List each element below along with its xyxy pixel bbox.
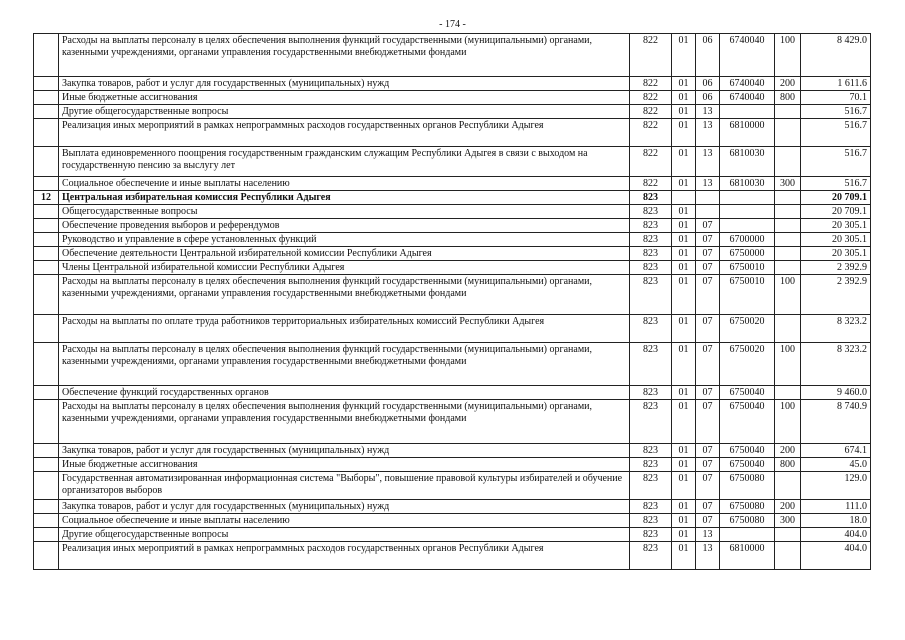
dept-code: 823	[630, 205, 672, 219]
amount: 45.0	[801, 458, 871, 472]
section-code: 01	[672, 472, 696, 500]
target-article-code: 6750010	[720, 275, 775, 315]
amount: 516.7	[801, 119, 871, 147]
amount: 8 429.0	[801, 34, 871, 77]
target-article-code: 6740040	[720, 91, 775, 105]
dept-code: 823	[630, 261, 672, 275]
item-name: Иные бюджетные ассигнования	[59, 91, 630, 105]
subsection-code: 13	[696, 119, 720, 147]
amount: 2 392.9	[801, 261, 871, 275]
target-article-code: 6750020	[720, 315, 775, 343]
row-number	[34, 205, 59, 219]
subsection-code: 06	[696, 91, 720, 105]
expense-type-code	[775, 247, 801, 261]
section-code: 01	[672, 261, 696, 275]
section-code: 01	[672, 77, 696, 91]
table-row	[34, 315, 871, 343]
subsection-code: 07	[696, 444, 720, 458]
item-name: Обеспечение деятельности Центральной избирательной комиссии Республики Адыгея	[59, 247, 630, 261]
amount: 20 305.1	[801, 233, 871, 247]
row-number	[34, 219, 59, 233]
item-name: Государственная автоматизированная информационная система "Выборы", повышение правовой культуры избирателей и обучение организаторов выборов	[59, 472, 630, 500]
row-number	[34, 386, 59, 400]
expense-type-code: 100	[775, 343, 801, 386]
target-article-code	[720, 205, 775, 219]
subsection-code: 07	[696, 458, 720, 472]
target-article-code: 6810000	[720, 542, 775, 570]
item-name: Центральная избирательная комиссия Республики Адыгея	[59, 191, 630, 205]
dept-code: 823	[630, 315, 672, 343]
item-name: Расходы на выплаты персоналу в целях обеспечения выполнения функций государственными (муниципальными) органами, казенными учреждениями, органами управления государственными внебюджетными фондами	[59, 275, 630, 315]
section-code: 01	[672, 514, 696, 528]
amount: 516.7	[801, 105, 871, 119]
amount: 20 709.1	[801, 191, 871, 205]
target-article-code: 6740040	[720, 77, 775, 91]
target-article-code: 6750040	[720, 400, 775, 444]
dept-code: 823	[630, 275, 672, 315]
dept-code: 823	[630, 444, 672, 458]
target-article-code: 6750080	[720, 514, 775, 528]
section-code: 01	[672, 147, 696, 177]
dept-code: 823	[630, 386, 672, 400]
dept-code: 823	[630, 191, 672, 205]
amount: 129.0	[801, 472, 871, 500]
item-name: Обеспечение функций государственных органов	[59, 386, 630, 400]
item-name: Социальное обеспечение и иные выплаты населению	[59, 514, 630, 528]
subsection-code: 06	[696, 34, 720, 77]
target-article-code	[720, 528, 775, 542]
amount: 516.7	[801, 177, 871, 191]
expense-type-code: 800	[775, 458, 801, 472]
subsection-code	[696, 205, 720, 219]
subsection-code: 07	[696, 275, 720, 315]
subsection-code	[696, 191, 720, 205]
table-row	[34, 528, 871, 542]
amount: 20 709.1	[801, 205, 871, 219]
section-code: 01	[672, 400, 696, 444]
table-row	[34, 205, 871, 219]
section-code: 01	[672, 500, 696, 514]
expense-type-code	[775, 261, 801, 275]
target-article-code	[720, 105, 775, 119]
dept-code: 823	[630, 247, 672, 261]
dept-code: 823	[630, 343, 672, 386]
row-number	[34, 77, 59, 91]
item-name: Другие общегосударственные вопросы	[59, 105, 630, 119]
dept-code: 822	[630, 34, 672, 77]
section-code: 01	[672, 233, 696, 247]
table-row	[34, 233, 871, 247]
section-code: 01	[672, 275, 696, 315]
row-number	[34, 500, 59, 514]
table-row	[34, 261, 871, 275]
item-name: Члены Центральной избирательной комиссии Республики Адыгея	[59, 261, 630, 275]
subsection-code: 07	[696, 500, 720, 514]
target-article-code: 6810030	[720, 147, 775, 177]
amount: 111.0	[801, 500, 871, 514]
expense-type-code	[775, 205, 801, 219]
row-number	[34, 177, 59, 191]
amount: 674.1	[801, 444, 871, 458]
subsection-code: 06	[696, 77, 720, 91]
expense-type-code	[775, 542, 801, 570]
table-row	[34, 444, 871, 458]
item-name: Обеспечение проведения выборов и референдумов	[59, 219, 630, 233]
row-number	[34, 261, 59, 275]
subsection-code: 07	[696, 514, 720, 528]
table-row	[34, 91, 871, 105]
expense-type-code: 300	[775, 177, 801, 191]
expense-type-code	[775, 315, 801, 343]
amount: 20 305.1	[801, 219, 871, 233]
subsection-code: 07	[696, 472, 720, 500]
item-name: Закупка товаров, работ и услуг для государственных (муниципальных) нужд	[59, 77, 630, 91]
target-article-code: 6750010	[720, 261, 775, 275]
section-code: 01	[672, 343, 696, 386]
section-code: 01	[672, 458, 696, 472]
expense-type-code: 100	[775, 275, 801, 315]
section-code: 01	[672, 219, 696, 233]
target-article-code: 6750040	[720, 458, 775, 472]
item-name: Закупка товаров, работ и услуг для государственных (муниципальных) нужд	[59, 500, 630, 514]
subsection-code: 07	[696, 400, 720, 444]
target-article-code: 6700000	[720, 233, 775, 247]
table-row	[34, 247, 871, 261]
subsection-code: 07	[696, 343, 720, 386]
subsection-code: 07	[696, 247, 720, 261]
table-row	[34, 458, 871, 472]
table-row	[34, 119, 871, 147]
target-article-code: 6750040	[720, 386, 775, 400]
subsection-code: 13	[696, 105, 720, 119]
section-code: 01	[672, 386, 696, 400]
section-code: 01	[672, 105, 696, 119]
section-code: 01	[672, 542, 696, 570]
table-row	[34, 386, 871, 400]
section-code: 01	[672, 444, 696, 458]
target-article-code: 6810030	[720, 177, 775, 191]
expense-type-code	[775, 219, 801, 233]
dept-code: 823	[630, 542, 672, 570]
dept-code: 822	[630, 77, 672, 91]
subsection-code: 13	[696, 528, 720, 542]
subsection-code: 07	[696, 219, 720, 233]
section-code: 01	[672, 205, 696, 219]
subsection-code: 13	[696, 147, 720, 177]
amount: 1 611.6	[801, 77, 871, 91]
row-number	[34, 275, 59, 315]
item-name: Руководство и управление в сфере установленных функций	[59, 233, 630, 247]
table-row	[34, 105, 871, 119]
amount: 516.7	[801, 147, 871, 177]
subsection-code: 13	[696, 177, 720, 191]
dept-code: 822	[630, 119, 672, 147]
dept-code: 823	[630, 500, 672, 514]
table-row	[34, 500, 871, 514]
row-number	[34, 315, 59, 343]
target-article-code: 6750000	[720, 247, 775, 261]
target-article-code: 6750040	[720, 444, 775, 458]
table-row	[34, 191, 871, 205]
expense-type-code	[775, 191, 801, 205]
section-code: 01	[672, 91, 696, 105]
item-name: Расходы на выплаты по оплате труда работников территориальных избирательных комиссий Республики Адыгея	[59, 315, 630, 343]
row-number	[34, 400, 59, 444]
target-article-code	[720, 219, 775, 233]
table-row	[34, 34, 871, 77]
target-article-code: 6750080	[720, 500, 775, 514]
page-number: - 174 -	[439, 19, 466, 30]
amount: 404.0	[801, 542, 871, 570]
row-number	[34, 458, 59, 472]
section-code: 01	[672, 247, 696, 261]
expense-type-code	[775, 472, 801, 500]
expense-type-code: 800	[775, 91, 801, 105]
section-code: 01	[672, 177, 696, 191]
dept-code: 822	[630, 177, 672, 191]
dept-code: 822	[630, 91, 672, 105]
item-name: Общегосударственные вопросы	[59, 205, 630, 219]
dept-code: 823	[630, 472, 672, 500]
table-row	[34, 77, 871, 91]
subsection-code: 07	[696, 261, 720, 275]
row-number	[34, 119, 59, 147]
expense-type-code	[775, 119, 801, 147]
dept-code: 822	[630, 147, 672, 177]
target-article-code: 6750020	[720, 343, 775, 386]
item-name: Расходы на выплаты персоналу в целях обеспечения выполнения функций государственными (муниципальными) органами, казенными учреждениями, органами управления государственными внебюджетными фондами	[59, 343, 630, 386]
row-number	[34, 247, 59, 261]
target-article-code: 6750080	[720, 472, 775, 500]
section-code: 01	[672, 315, 696, 343]
section-code: 01	[672, 34, 696, 77]
dept-code: 822	[630, 105, 672, 119]
table-row	[34, 400, 871, 444]
target-article-code: 6810000	[720, 119, 775, 147]
section-code: 01	[672, 528, 696, 542]
table-row	[34, 147, 871, 177]
expense-type-code: 200	[775, 444, 801, 458]
row-number	[34, 233, 59, 247]
dept-code: 823	[630, 219, 672, 233]
subsection-code: 07	[696, 386, 720, 400]
section-code	[672, 191, 696, 205]
expense-type-code: 300	[775, 514, 801, 528]
row-number: 12	[34, 191, 59, 205]
amount: 9 460.0	[801, 386, 871, 400]
row-number	[34, 105, 59, 119]
table-row	[34, 177, 871, 191]
subsection-code: 07	[696, 315, 720, 343]
expense-type-code: 100	[775, 34, 801, 77]
item-name: Выплата единовременного поощрения государственным гражданским служащим Республики Адыгея в связи с выходом на государственную пенсию за выслугу лет	[59, 147, 630, 177]
subsection-code: 07	[696, 233, 720, 247]
expense-type-code	[775, 528, 801, 542]
amount: 2 392.9	[801, 275, 871, 315]
dept-code: 823	[630, 233, 672, 247]
amount: 8 323.2	[801, 315, 871, 343]
item-name: Реализация иных мероприятий в рамках непрограммных расходов государственных органов Республики Адыгея	[59, 542, 630, 570]
row-number	[34, 444, 59, 458]
amount: 18.0	[801, 514, 871, 528]
item-name: Расходы на выплаты персоналу в целях обеспечения выполнения функций государственными (муниципальными) органами, казенными учреждениями, органами управления государственными внебюджетными фондами	[59, 400, 630, 444]
row-number	[34, 528, 59, 542]
item-name: Иные бюджетные ассигнования	[59, 458, 630, 472]
dept-code: 823	[630, 514, 672, 528]
target-article-code	[720, 191, 775, 205]
table-row	[34, 472, 871, 500]
row-number	[34, 147, 59, 177]
target-article-code: 6740040	[720, 34, 775, 77]
dept-code: 823	[630, 458, 672, 472]
table-row	[34, 275, 871, 315]
amount: 8 323.2	[801, 343, 871, 386]
row-number	[34, 514, 59, 528]
row-number	[34, 34, 59, 77]
row-number	[34, 343, 59, 386]
table-row	[34, 514, 871, 528]
dept-code: 823	[630, 400, 672, 444]
amount: 20 305.1	[801, 247, 871, 261]
section-code: 01	[672, 119, 696, 147]
row-number	[34, 542, 59, 570]
expense-type-code	[775, 147, 801, 177]
expense-type-code	[775, 233, 801, 247]
expense-type-code: 200	[775, 500, 801, 514]
budget-table	[33, 33, 871, 570]
item-name: Социальное обеспечение и иные выплаты населению	[59, 177, 630, 191]
expense-type-code: 100	[775, 400, 801, 444]
row-number	[34, 472, 59, 500]
budget-table-body	[34, 34, 871, 570]
table-row	[34, 343, 871, 386]
expense-type-code	[775, 105, 801, 119]
table-row	[34, 542, 871, 570]
amount: 70.1	[801, 91, 871, 105]
amount: 404.0	[801, 528, 871, 542]
expense-type-code	[775, 386, 801, 400]
subsection-code: 13	[696, 542, 720, 570]
dept-code: 823	[630, 528, 672, 542]
amount: 8 740.9	[801, 400, 871, 444]
item-name: Расходы на выплаты персоналу в целях обеспечения выполнения функций государственными (муниципальными) органами, казенными учреждениями, органами управления государственными внебюджетными фондами	[59, 34, 630, 77]
table-row	[34, 219, 871, 233]
item-name: Закупка товаров, работ и услуг для государственных (муниципальных) нужд	[59, 444, 630, 458]
item-name: Реализация иных мероприятий в рамках непрограммных расходов государственных органов Республики Адыгея	[59, 119, 630, 147]
item-name: Другие общегосударственные вопросы	[59, 528, 630, 542]
expense-type-code: 200	[775, 77, 801, 91]
row-number	[34, 91, 59, 105]
